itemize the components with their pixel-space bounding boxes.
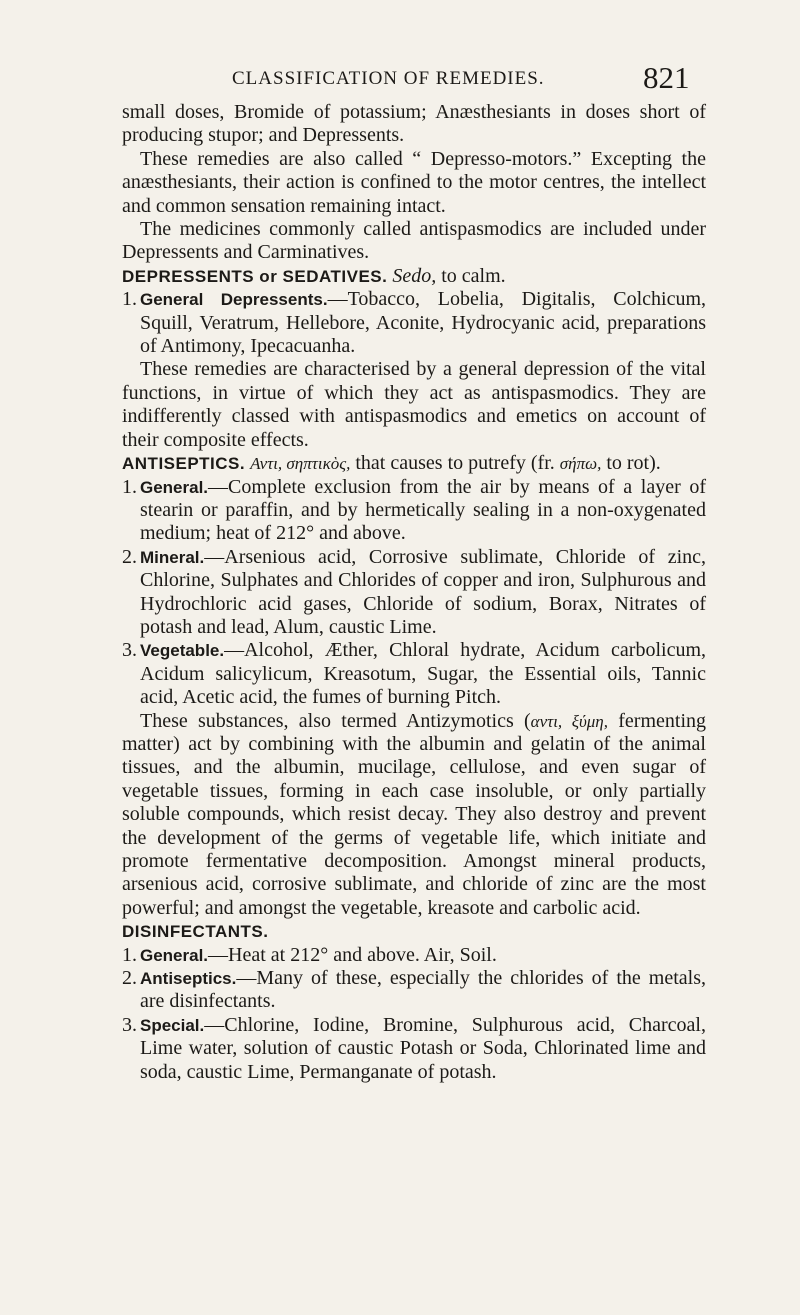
item-text: —Complete exclusion from the air by means of a layer of stearin or paraffin, and by hermetically sealing in a non-oxygenated medium; heat of 212° and above. [140,475,706,545]
item-number: 2. [122,545,137,568]
antiseptics-heading: ANTISEPTICS. [122,454,246,474]
running-head [0,60,800,100]
item-label: Special. [140,1015,205,1035]
depressents-heading: DEPRESSENTS or SEDATIVES. [122,266,388,286]
intro-paragraph-3: The medicines commonly called antispasmodics are included under Depressents and Carminatives. [122,218,706,264]
page-number: 821 [643,60,690,95]
antiseptics-heading-line [122,452,706,475]
item-text: —Arsenious acid, Corrosive sublimate, Chloride of zinc, Chlorine, Sulphates and Chlorides of copper and iron, Sulphurous and Hydrochloric acid gases, Chloride of sodium, Borax, Nitrates of potash and lead, Alum, caustic Lime. [140,545,706,638]
antiseptics-definition-2: to rot). [601,452,661,475]
item-label: General Depressents. [140,290,328,310]
disinfectants-item-3 [122,1014,706,1084]
depressents-etymology-word: Sedo, [392,264,437,287]
page-body [122,101,706,1084]
item-number: 3. [122,639,137,662]
antiseptics-greek-term: Αντι, σηπτικὸς, [250,454,351,474]
item-text: —Many of these, especially the chlorides of the metals, are disinfectants. [140,967,706,1013]
depressents-heading-line [122,265,706,288]
item-label: Antiseptics. [140,969,237,989]
item-number: 3. [122,1013,137,1036]
item-number: 1. [122,475,137,498]
disinfectants-heading: DISINFECTANTS. [122,922,269,942]
antizymotics-greek: αντι, ξύμη, [530,711,608,731]
depressents-etymology-rest: to calm. [436,264,506,287]
running-head-title: CLASSIFICATION OF REMEDIES. [232,68,545,89]
item-label: Mineral. [140,547,205,567]
item-label: General. [140,945,209,965]
disinfectants-item-1 [122,944,706,967]
depressents-paragraph: These remedies are characterised by a general depression of the vital functions, in virtue of which they act as antispasmodics. They are indifferently classed with antispasmodics and emetics on account of their composite effects. [122,358,706,451]
item-text: —Heat at 212° and above. Air, Soil. [208,943,497,966]
antiseptics-item-1 [122,476,706,546]
antiseptics-paragraph [122,710,706,921]
antiseptics-item-2 [122,546,706,640]
intro-paragraph-2: These remedies are also called “ Depresso-motors.” Excepting the anæsthesiants, their action is confined to the motor centres, the intellect and common sensation remaining intact. [122,147,706,217]
item-label: General. [140,477,209,497]
antiseptics-item-3 [122,639,706,709]
intro-paragraph-1: small doses, Bromide of potassium; Anæsthesiants in doses short of producing stupor; and Depressents. [122,101,706,147]
antiseptics-paragraph-rest: fermenting matter) act by combining with the albumin and gelatin of the animal tissues, and the albumin, mucilage, cellulose, and even sugar of vegetable tissues, forming in each case insoluble, or only partially soluble compounds, which resist decay. They also destroy and prevent the development of the germs of vegetable life, which initiate and promote fermentative decomposition. Amongst mineral products, arsenious acid, corrosive sublimate, and chloride of zinc are the most powerful; and amongst the vegetable, kreasote and carbolic acid. [122,709,707,919]
item-text: —Alcohol, Æther, Chloral hydrate, Acidum carbolicum, Acidum salicylicum, Kreasotum, Sugar, the Essential oils, Tannic acid, Acetic acid, the fumes of burning Pitch. [140,639,706,709]
depressents-item-1 [122,288,706,358]
item-text: —Chlorine, Iodine, Bromine, Sulphurous acid, Charcoal, Lime water, solution of caustic Potash or Soda, Chlorinated lime and soda, caustic Lime, Permanganate of potash. [140,1013,706,1083]
item-text: —Tobacco, Lobelia, Digitalis, Colchicum, Squill, Veratrum, Hellebore, Aconite, Hydrocyanic acid, preparations of Antimony, Ipecacuanha. [140,288,706,358]
antiseptics-paragraph-start: These substances, also termed Antizymotics ( [140,709,531,732]
item-number: 1. [122,288,137,311]
item-label: Vegetable. [140,641,225,661]
antiseptics-greek-root: σήπω, [559,454,602,474]
antiseptics-definition-1: that causes to putrefy (fr. [350,452,560,475]
item-number: 1. [122,943,137,966]
disinfectants-heading-line [122,920,706,943]
item-number: 2. [122,967,137,990]
disinfectants-item-2 [122,967,706,1014]
